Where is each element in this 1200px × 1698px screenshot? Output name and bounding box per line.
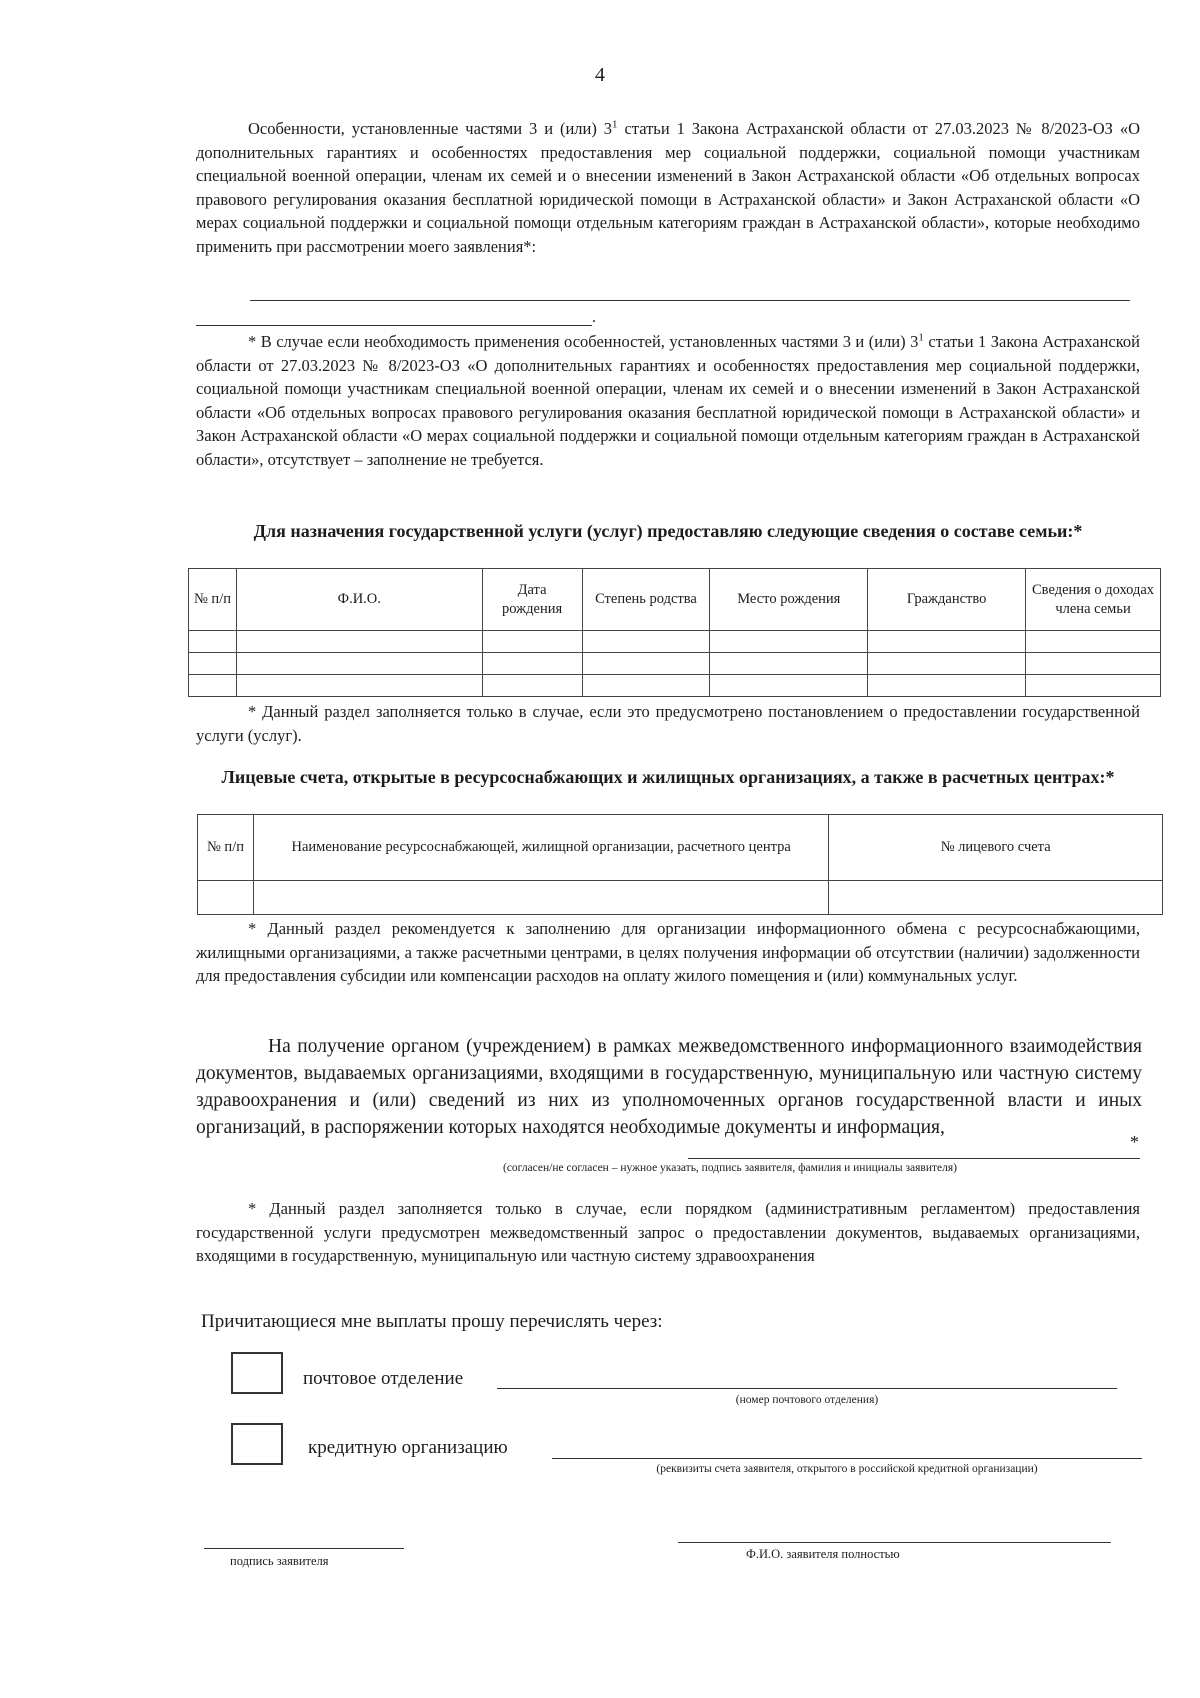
accounts-col-account: № лицевого счета [829, 815, 1163, 881]
family-note: * Данный раздел заполняется только в случае, если это предусмотрено постановлением о предоставлении государственной услуги (услуг). [196, 702, 1140, 745]
post-office-hint: (номер почтового отделения) [735, 1394, 879, 1406]
family-col-name: Ф.И.О. [236, 569, 482, 631]
bank-checkbox[interactable] [231, 1423, 283, 1465]
post-office-field[interactable] [497, 1388, 1117, 1389]
accounts-table [197, 814, 1163, 915]
post-office-checkbox[interactable] [231, 1352, 283, 1394]
intro-end-dot: . [592, 309, 596, 326]
signature-line[interactable] [204, 1548, 404, 1549]
payments-intro: Причитающиеся мне выплаты прошу перечислять через: [201, 1311, 663, 1332]
name-line[interactable] [678, 1542, 1111, 1543]
accounts-col-num: № п/п [198, 815, 254, 881]
table-row [189, 653, 1161, 675]
accounts-table-header [198, 815, 1163, 881]
intro-paragraph: Особенности, установленные частями 3 и (или) $3^1$ статьи 1 Закона Астраханской области от 27.03.2023 № 8/2023-ОЗ «О дополнительных гарантиях и особенностях предоставления мер социальной поддержки, социальной помощи участникам специальной военной операции, членам их семей и о внесении изменений в Закон Астраханской области «Об отдельных вопросах правового регулирования оказания бесплатной юридической помощи в Астраханской области» и Закон Астраханской области «О мерах социальной поддержки и социальной помощи отдельным категориям граждан в Астраханской области», которые необходимо применить при рассмотрении моего заявления*: [196, 118, 1140, 256]
bank-label: кредитную организацию [308, 1437, 508, 1458]
consent-hint: (согласен/не согласен – нужное указать, подпись заявителя, фамилия и инициалы заявителя) [503, 1162, 957, 1174]
family-heading: Для назначения государственной услуги (услуг) предоставляю следующие сведения о составе семьи:* [253, 521, 1083, 541]
table-row [189, 675, 1161, 697]
family-col-citizenship: Гражданство [868, 569, 1026, 631]
bank-field[interactable] [552, 1458, 1142, 1459]
consent-star: * [1130, 1132, 1139, 1152]
family-col-income: Сведения о доходах члена семьи [1026, 569, 1161, 631]
table-row [189, 631, 1161, 653]
family-col-birthdate: Дата рождения [482, 569, 582, 631]
signature-label: подпись заявителя [230, 1554, 329, 1568]
consent-fill-line[interactable] [688, 1158, 1140, 1159]
consent-paragraph: На получение органом (учреждением) в рамках межведомственного информационного взаимодействия документов, выдаваемых организациями, входящими в государственную, муниципальную или частную систему здравоохранения и (или) сведений из них из уполномоченных органов государственной власти и иных организаций, в распоряжении которых находятся необходимые документы и информация, [196, 1036, 1142, 1138]
accounts-heading: Лицевые счета, открытые в ресурсоснабжающих и жилищных организациях, а также в расчетных центрах:* [221, 767, 1115, 787]
name-label: Ф.И.О. заявителя полностью [746, 1547, 900, 1561]
family-col-birthplace: Место рождения [710, 569, 868, 631]
family-table [188, 568, 1161, 697]
family-col-num: № п/п [189, 569, 237, 631]
consent-note: * Данный раздел заполняется только в случае, если порядком (административным регламентом) предоставления государственной услуги предусмотрен межведомственный запрос о предоставлении документов, выдаваемых организациями, входящими в государственную, муниципальную или частную систему здравоохранения [196, 1199, 1140, 1265]
intro-fill-line-2[interactable] [196, 325, 592, 326]
bank-hint: (реквизиты счета заявителя, открытого в российской кредитной организации) [656, 1463, 1038, 1475]
family-table-header [189, 569, 1161, 631]
accounts-note: * Данный раздел рекомендуется к заполнению для организации информационного обмена с ресурсоснабжающими, жилищными организациями, а также расчетными центрами, в целях получения информации об отсутствии (наличии) задолженности для предоставления субсидии или компенсации расходов на оплату жилого помещения и (или) коммунальных услуг. [196, 919, 1140, 985]
page-number: 4 [595, 64, 605, 86]
accounts-col-org: Наименование ресурсоснабжающей, жилищной организации, расчетного центра [253, 815, 828, 881]
footnote-1: * В случае если необходимость применения особенностей, установленных частями 3 и (или) $3^1$ статьи 1 Закона Астраханской области от 27.03.2023 № 8/2023-ОЗ «О дополнительных гарантиях и особенностях предоставления мер социальной поддержки, социальной помощи участникам специальной военной операции, членам их семей и о внесении изменений в Закон Астраханской области «Об отдельных вопросах правового регулирования оказания бесплатной юридической помощи в Астраханской области» и Закон Астраханской области «О мерах социальной поддержки и социальной помощи отдельным категориям граждан в Астраханской области», отсутствует – заполнение не требуется. [196, 331, 1140, 469]
family-col-relation: Степень родства [582, 569, 710, 631]
table-row [198, 881, 1163, 915]
intro-fill-line-1[interactable] [250, 300, 1130, 301]
post-office-label: почтовое отделение [303, 1368, 464, 1389]
